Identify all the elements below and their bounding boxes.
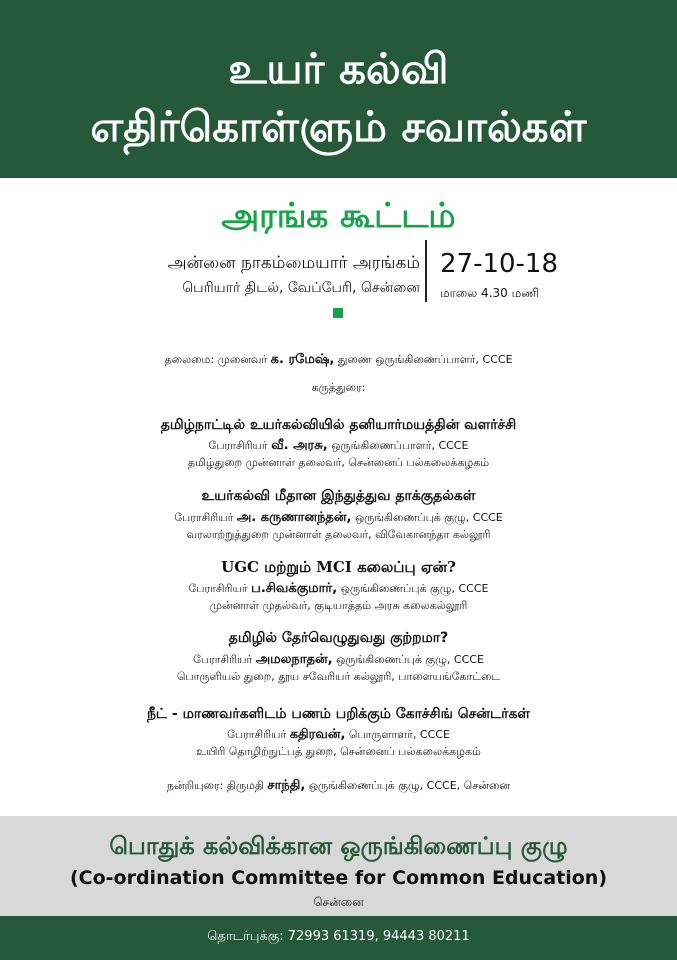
speaker-name: வீ. அரசு, xyxy=(271,438,328,453)
speaker-name: அ. கருணானந்தன், xyxy=(236,510,352,525)
title-line-1: உயர் கல்வி xyxy=(228,44,449,93)
chair-prefix: தலைமை: முனைவர் xyxy=(164,353,268,366)
speaker-name: கதிரவன், xyxy=(289,727,346,742)
speaker-detail: தமிழ்துறை முன்னாள் தலைவர், சென்னைப் பல்கலைக்கழகம் xyxy=(187,456,490,469)
speaker-line xyxy=(0,510,677,526)
speaker-detail: முன்னாள் முதல்வர், குடியாத்தம் அரசு கலைகல்லூரி xyxy=(209,599,468,612)
speaker-line xyxy=(0,727,677,743)
thanks-name: சாந்தி, xyxy=(267,778,306,793)
organization-band xyxy=(0,816,677,916)
speaker-role: பொருளாளர், CCCE xyxy=(348,728,450,741)
speaker-line xyxy=(0,581,677,597)
speaker-role: ஒருங்கிணைப்புக் குழு, CCCE xyxy=(340,582,489,595)
organization-city: சென்னை xyxy=(313,895,364,909)
green-square-ornament xyxy=(333,308,343,318)
thanks-prefix: நன்றியுரை: திருமதி xyxy=(166,779,264,792)
speaker-prefix: பேராசிரியர் xyxy=(193,653,253,666)
speaker-prefix: பேராசிரியர் xyxy=(227,728,287,741)
speaker-prefix: பேராசிரியர் xyxy=(208,439,268,452)
speaker-name: அமலநாதன், xyxy=(255,652,333,667)
chair-name: க. ரமேஷ், xyxy=(270,352,335,367)
chair-line xyxy=(0,352,677,368)
venue-name: அன்னை நாகம்மையார் அரங்கம் xyxy=(167,253,420,273)
organization-tamil-name: பொதுக் கல்விக்கான ஒருங்கிணைப்பு குழு xyxy=(109,832,568,860)
speaker-role: ஒருங்கிணைப்புக் குழு, CCCE xyxy=(354,511,503,524)
speaker-prefix: பேராசிரியர் xyxy=(174,511,234,524)
speeches-label: கருத்துரை: xyxy=(311,381,366,394)
speaker-name: ப.சிவக்குமார், xyxy=(251,581,338,596)
speaker-prefix: பேராசிரியர் xyxy=(188,582,248,595)
speaker-line xyxy=(0,652,677,668)
talk-topic: தமிழில் தேர்வெழுதுவது குற்றமா? xyxy=(228,630,449,646)
talk-topic: தமிழ்நாட்டில் உயர்கல்வியில் தனியார்மயத்தின் வளர்ச்சி xyxy=(160,417,517,433)
speaker-detail: வரலாற்றுத்துறை முன்னாள் தலைவர், விவேகானந்தா கல்லூரி xyxy=(186,528,491,541)
speaker-detail: பொருளியல் துறை, தூய சவேரியர் கல்லூரி, பாளையங்கோட்டை xyxy=(176,670,501,683)
thanks-role: ஒருங்கிணைப்புக் குழு, CCCE, சென்னை xyxy=(308,779,511,792)
event-type-heading: அரங்க கூட்டம் xyxy=(221,196,456,236)
title-line-2: எதிர்கொள்ளும் சவால்கள் xyxy=(90,102,587,151)
contact-numbers: தொடர்புக்கு: 72993 61319, 94443 80211 xyxy=(207,929,470,944)
talk-topic: உயர்கல்வி மீதான இந்துத்துவ தாக்குதல்கள் xyxy=(201,488,476,504)
event-time: மாலை 4.30 மணி xyxy=(440,286,540,300)
date-time-block xyxy=(440,248,558,302)
talk-topic: UGC மற்றும் MCI கலைப்பு ஏன்? xyxy=(221,558,456,576)
vertical-divider xyxy=(425,240,427,302)
contact-footer xyxy=(0,916,677,960)
chair-role: துணை ஒருங்கிணைப்பாளர், CCCE xyxy=(337,353,513,366)
speaker-detail: உயிரி தொழிற்நுட்பத் துறை, சென்னைப் பல்கலைக்கழகம் xyxy=(196,745,481,758)
event-date: 27-10-18 xyxy=(440,249,559,279)
organization-english-name: (Co-ordination Committee for Common Education) xyxy=(69,867,608,889)
speaker-line xyxy=(0,438,677,454)
venue-address: பெரியார் திடல், வேப்பேரி, சென்னை xyxy=(182,280,420,296)
title-banner xyxy=(0,0,677,178)
speaker-role: ஒருங்கிணைப்பாளர், CCCE xyxy=(331,439,469,452)
speaker-role: ஒருங்கிணைப்புக் குழு, CCCE xyxy=(336,653,484,666)
venue-block xyxy=(120,252,420,298)
talk-topic: நீட் - மாணவர்களிடம் பணம் பறிக்கும் கோச்சிங் சென்டர்கள் xyxy=(146,706,531,722)
thanks-line xyxy=(0,778,677,794)
